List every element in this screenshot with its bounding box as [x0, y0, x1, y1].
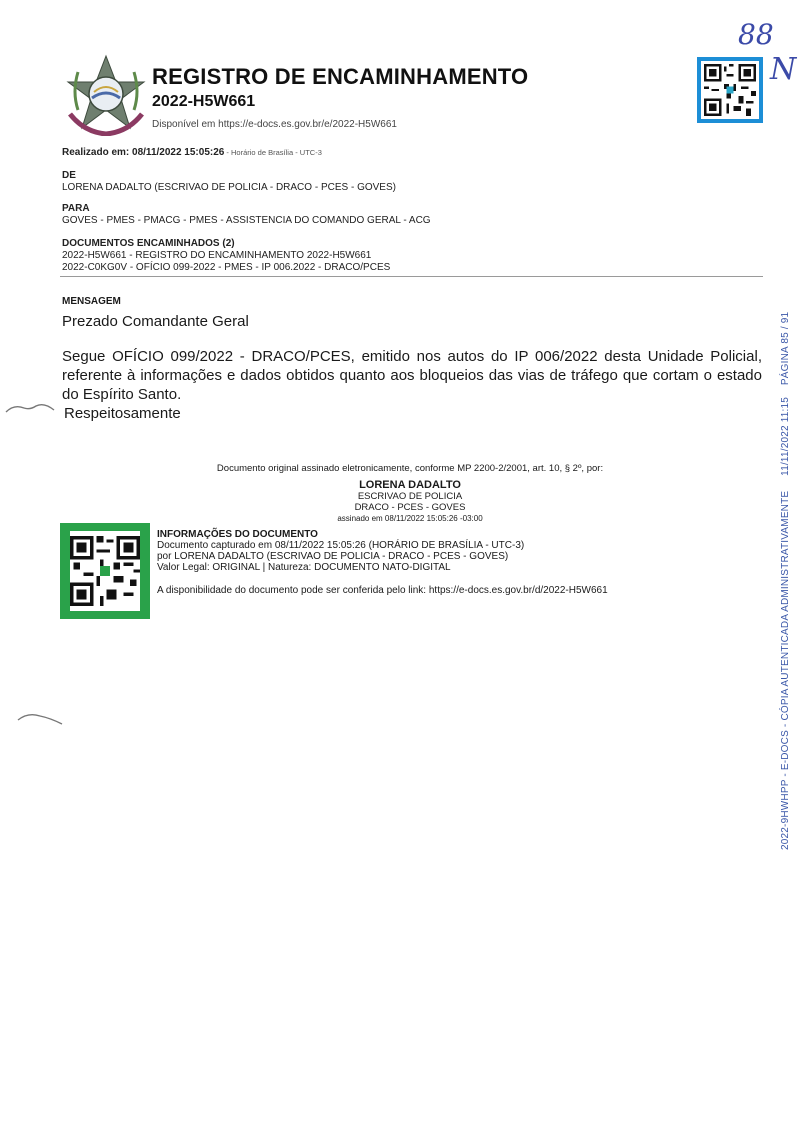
message-greeting: Prezado Comandante Geral	[62, 313, 249, 330]
para-label: PARA	[62, 203, 90, 214]
document-code: 2022-H5W661	[152, 93, 256, 110]
para-value: GOVES - PMES - PMACG - PMES - ASSISTENCIA DO COMANDO GERAL - ACG	[62, 215, 431, 226]
realizado-value: 08/11/2022 15:05:26	[132, 147, 225, 158]
signature-intro: Documento original assinado eletronicamente, conforme MP 2200-2/2001, art. 10, § 2º, por:	[216, 463, 604, 474]
document-title: REGISTRO DE ENCAMINHAMENTO	[152, 64, 529, 89]
realizado-line	[62, 147, 322, 159]
realizado-timezone: - Horário de Brasília - UTC-3	[224, 148, 322, 157]
side-authentication-stamp: 2022-9HWHPP - E-DOCS - CÓPIA AUTENTICADA ADMINISTRATIVAMENTE 11/11/2022 11:15 PÁGINA 85 / 91	[780, 311, 791, 850]
para-section	[62, 203, 431, 227]
signature-block	[150, 463, 670, 524]
signed-at: assinado em 08/11/2022 15:05:26 -03:00	[337, 514, 483, 523]
document-captured: Documento capturado em 08/11/2022 15:05:26 (HORÁRIO DE BRASÍLIA - UTC-3)	[157, 540, 525, 551]
de-label: DE	[62, 170, 76, 181]
state-seal-logo	[64, 52, 148, 136]
qr-code-top[interactable]	[697, 57, 763, 123]
margin-scribble	[0, 398, 70, 418]
doc-item: 2022-H5W661 - REGISTRO DO ENCAMINHAMENTO 2022-H5W661	[62, 250, 372, 261]
signer-role: ESCRIVAO DE POLICIA	[357, 491, 463, 502]
docs-section	[62, 238, 390, 274]
message-label: MENSAGEM	[62, 296, 121, 307]
qr-code-icon	[70, 531, 140, 611]
divider	[60, 276, 763, 277]
docs-label: DOCUMENTOS ENCAMINHADOS (2)	[62, 238, 235, 249]
availability-link[interactable]: Disponível em https://e-docs.es.gov.br/e/2022-H5W661	[152, 119, 397, 130]
message-closing: Respeitosamente	[64, 405, 181, 422]
document-captured-by: por LORENA DADALTO (ESCRIVAO DE POLICIA - DRACO - PCES - GOVES)	[157, 551, 509, 562]
document-availability-link[interactable]: A disponibilidade do documento pode ser conferida pelo link: https://e-docs.es.gov.br/d/2022-H5W661	[157, 585, 608, 596]
document-info-title: INFORMAÇÕES DO DOCUMENTO	[157, 529, 318, 540]
margin-scribble	[14, 708, 74, 728]
de-value: LORENA DADALTO (ESCRIVAO DE POLICIA - DRACO - PCES - GOVES)	[62, 182, 396, 193]
document-legal-value: Valor Legal: ORIGINAL | Natureza: DOCUMENTO NATO-DIGITAL	[157, 562, 451, 573]
message-body: Segue OFÍCIO 099/2022 - DRACO/PCES, emitido nos autos do IP 006/2022 desta Unidade Policial, referente à informações e dados obtidos quanto aos bloqueios das vias de tráfego que cortam o estado do Espírito Santo.	[62, 348, 762, 403]
qr-code-icon	[704, 64, 756, 116]
qr-code-bottom[interactable]	[60, 523, 150, 619]
doc-item: 2022-C0KG0V - OFÍCIO 099-2022 - PMES - IP 006.2022 - DRACO/PCES	[62, 262, 391, 273]
document-info	[157, 529, 608, 596]
signer-unit: DRACO - PCES - GOVES	[354, 502, 466, 513]
signer-name: LORENA DADALTO	[359, 479, 461, 491]
handwritten-page-number: 88	[738, 18, 774, 51]
handwritten-mark: N	[770, 52, 797, 87]
de-section	[62, 170, 396, 194]
realizado-label: Realizado em:	[62, 147, 130, 158]
